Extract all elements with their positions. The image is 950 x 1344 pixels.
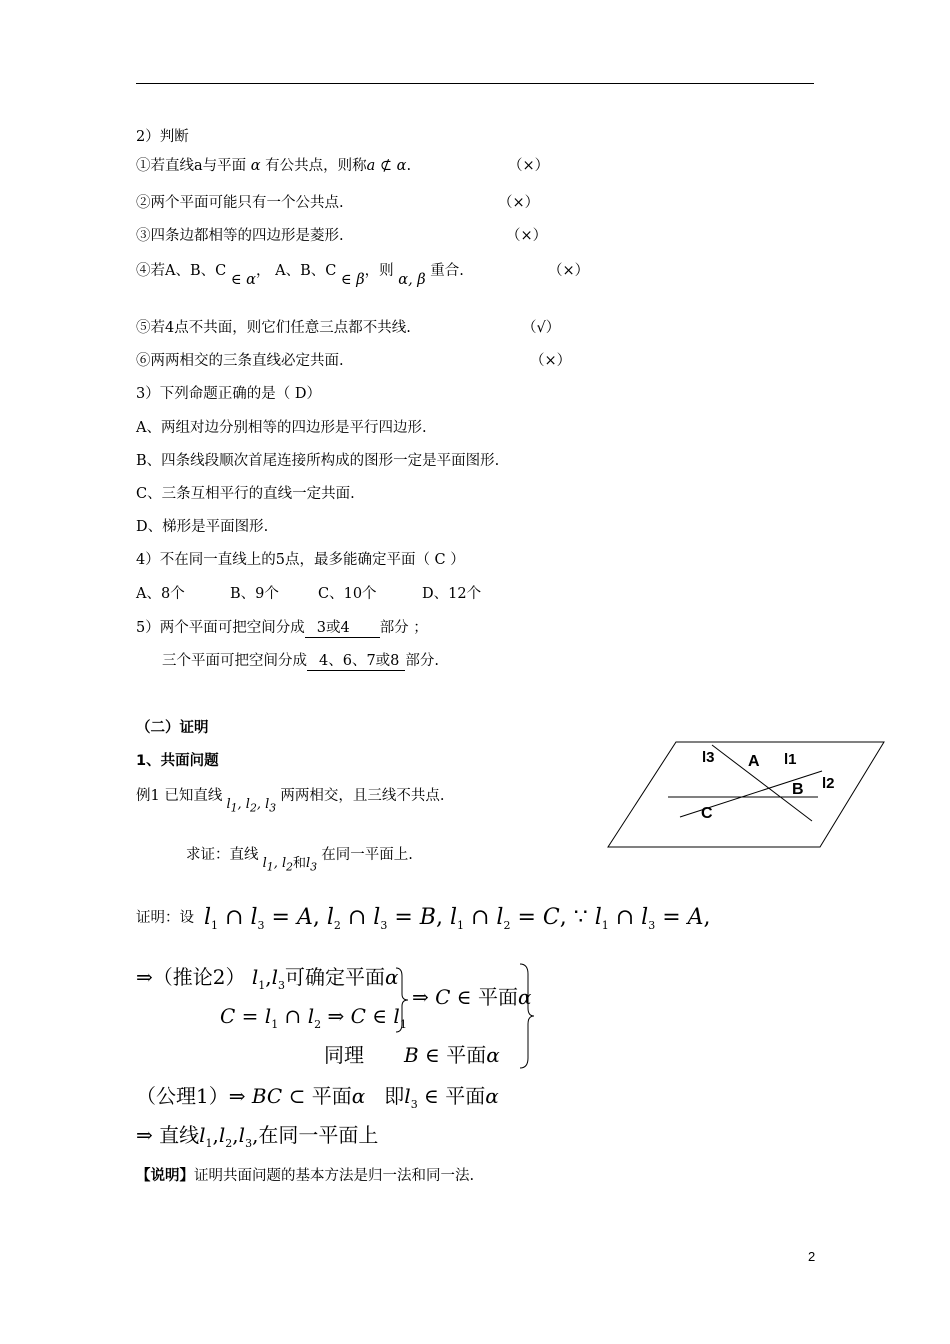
proof-section-title: （二）证明 (136, 720, 209, 736)
q3-option-b: B、四条线段顺次首尾连接所构成的图形一定是平面图形. (136, 453, 500, 469)
judge-heading: 2）判断 (136, 129, 189, 145)
label-C: C (701, 805, 713, 822)
header-rule (136, 83, 814, 84)
proof-conclusion: ⇒ 直线$l_1,l_2,l_3$,在同一平面上 (136, 1123, 379, 1150)
plane-parallelogram (608, 742, 884, 847)
q5-line-1: 5）两个平面可把空间分成 3或4 部分 ； (136, 620, 428, 636)
coplanar-lines-diagram (600, 735, 890, 850)
label-B: B (792, 781, 804, 798)
q5-blank-1: 3或4 (305, 619, 380, 638)
judge-answer-3: （×） (506, 228, 548, 244)
q4-option-c: C、10个 (318, 586, 377, 602)
label-l3: l3 (702, 749, 715, 766)
judge-item-1: ①若直线a与平面 α 有公共点，则称a ⊄ α. (136, 158, 412, 174)
label-A: A (748, 753, 760, 770)
example-1: 例1 已知直线 $l_1$, $l_2$, $l_3$ 两两相交，且三线不共点. (136, 788, 445, 815)
proof-subsection-title: 1、共面问题 (136, 753, 219, 769)
judge-item-5: ⑤若4点不共面，则它们任意三点都不共线. (136, 320, 411, 336)
judge-item-3: ③四条边都相等的四边形是菱形. (136, 228, 344, 244)
judge-answer-4: （×） (548, 263, 590, 279)
q4-option-b: B、9个 (230, 586, 279, 602)
judge-answer-5: （√） (522, 320, 561, 336)
proof-line-4: 同理 B ∈ 平面α (324, 1043, 500, 1067)
judge-answer-1: （×） (508, 158, 550, 174)
q5-blank-2: 4、6、7或8 (307, 652, 405, 671)
page-number: 2 (808, 1249, 816, 1264)
judge-item-4: ④若A、B、C ∈ α， A、B、C ∈ β，则 α, β 重合. (136, 263, 464, 288)
q5-line-2: 三个平面可把空间分成 4、6、7或8 部分. (162, 653, 440, 669)
q3-option-c: C、三条互相平行的直线一定共面. (136, 486, 355, 502)
proof-line-2: ⇒（推论2） $l_1,l_3$可确定平面α (136, 965, 399, 992)
right-brace-2 (518, 962, 536, 1070)
judge-item-2: ②两个平面可能只有一个公共点. (136, 195, 344, 211)
q4-option-a: A、8个 (136, 586, 185, 602)
require-proof: 求证：直线 $l_1$, $l_2$和$l_3$ 在同一平面上. (186, 847, 413, 874)
q3-heading: 3）下列命题正确的是（ D） (136, 386, 321, 402)
label-l2: l2 (822, 775, 835, 792)
q4-option-d: D、12个 (422, 586, 482, 602)
right-brace-1 (394, 966, 410, 1034)
judge-item-6: ⑥两两相交的三条直线必定共面. (136, 353, 344, 369)
q3-option-a: A、两组对边分别相等的四边形是平行四边形. (136, 420, 427, 436)
q3-option-d: D、梯形是平面图形. (136, 519, 269, 535)
judge-answer-6: （×） (530, 353, 572, 369)
proof-line-1: $l_1$ ∩ $l_3 = A$, $l_2$ ∩ $l_3 = B$, $l_1$ ∩ $l_2 = C$, ∵ $l_1$ ∩ $l_3 = A$, (204, 905, 711, 932)
q4-heading: 4）不在同一直线上的5点，最多能确定平面（ C ） (136, 552, 465, 568)
proof-line-5: （公理1）⇒ BC ⊂ 平面α 即$l_3$ ∈ 平面α (136, 1084, 499, 1111)
proof-line-3: $C = l_1$ ∩ $l_2$ ⇒ C ∈ $l_1$ (220, 1004, 407, 1031)
proof-label: 证明：设 (136, 910, 194, 926)
proof-conclusion-c: ⇒ C ∈ 平面α (412, 985, 532, 1009)
judge-answer-2: （×） (498, 195, 540, 211)
label-l1: l1 (784, 751, 797, 768)
proof-note: 【说明】证明共面问题的基本方法是归一法和同一法. (136, 1168, 475, 1184)
